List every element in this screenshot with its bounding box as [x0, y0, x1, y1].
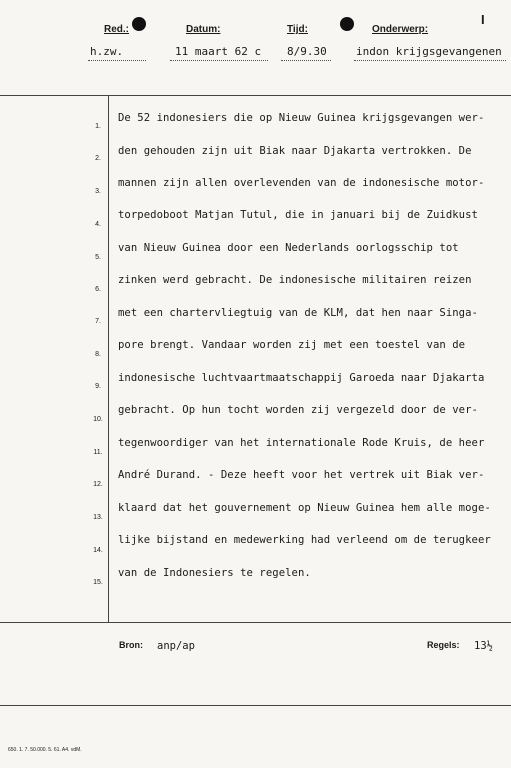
body-line: van Nieuw Guinea door een Nederlands oorlogsschip tot [118, 242, 459, 254]
body-line: den gehouden zijn uit Biak naar Djakarta vertrokken. De [118, 145, 472, 157]
red-value: h.zw. [90, 45, 124, 58]
corner-mark: I [481, 12, 485, 27]
body-line: klaard dat het gouvernement op Nieuw Guinea hem alle moge- [118, 502, 491, 514]
body-line: torpedoboot Matjan Tutul, die in januari bij de Zuidkust [118, 209, 478, 221]
line-number: 8. [95, 351, 101, 358]
body-line: zinken werd gebracht. De indonesische militairen reizen [118, 274, 472, 286]
datum-value: 11 maart 62 c [175, 45, 262, 58]
body-line: van de Indonesiers te regelen. [118, 567, 311, 579]
onderwerp-value: indon krijgsgevangenen [356, 45, 502, 58]
body-line: gebracht. Op hun tocht worden zij vergezeld door de ver- [118, 404, 478, 416]
onderwerp-label: Onderwerp: [372, 24, 429, 35]
line-number: 15. [93, 579, 103, 586]
margin-rule [108, 95, 109, 622]
body-line: André Durand. - Deze heeft voor het vertrek uit Biak ver- [118, 469, 485, 481]
datum-label: Datum: [186, 24, 221, 35]
line-number: 10. [93, 416, 103, 423]
punch-hole [340, 17, 354, 31]
line-number: 6. [95, 286, 101, 293]
dotted-rule [88, 60, 146, 61]
print-imprint: 650. 1. 7. 50.000. 5. 61. A4. vdM. [8, 747, 82, 753]
body-line: lijke bijstand en medewerking had verleend om de terugkeer [118, 534, 491, 546]
dotted-rule [281, 60, 331, 61]
line-number: 9. [95, 383, 101, 390]
dotted-rule [170, 60, 268, 61]
line-number: 2. [95, 155, 101, 162]
bottom-rule [0, 622, 511, 623]
line-number: 14. [93, 547, 103, 554]
body-line: indonesische luchtvaartmaatschappij Garoeda naar Djakarta [118, 372, 485, 384]
line-number: 7. [95, 318, 101, 325]
regels-label: Regels: [427, 640, 460, 650]
line-number: 4. [95, 221, 101, 228]
body-line: mannen zijn allen overlevenden van de indonesische motor- [118, 177, 485, 189]
body-line: pore brengt. Vandaar worden zij met een toestel van de [118, 339, 466, 351]
body-line: De 52 indonesiers die op Nieuw Guinea krijgsgevangen wer- [118, 112, 485, 124]
red-label: Red.: [104, 24, 129, 35]
line-number: 5. [95, 254, 101, 261]
line-number: 13. [93, 514, 103, 521]
line-number: 11. [93, 449, 103, 456]
regels-value: 13½ [474, 640, 493, 652]
line-number: 1. [95, 123, 101, 130]
dotted-rule [354, 60, 506, 61]
line-number: 12. [93, 481, 103, 488]
footer-rule [0, 705, 511, 706]
top-rule [0, 95, 511, 96]
body-line: tegenwoordiger van het internationale Rode Kruis, de heer [118, 437, 485, 449]
body-line: met een chartervliegtuig van de KLM, dat hen naar Singa- [118, 307, 478, 319]
bron-label: Bron: [119, 640, 143, 650]
line-number: 3. [95, 188, 101, 195]
bron-value: anp/ap [157, 640, 195, 652]
punch-hole [132, 17, 146, 31]
tijd-label: Tijd: [287, 24, 308, 35]
tijd-value: 8/9.30 [287, 45, 327, 58]
